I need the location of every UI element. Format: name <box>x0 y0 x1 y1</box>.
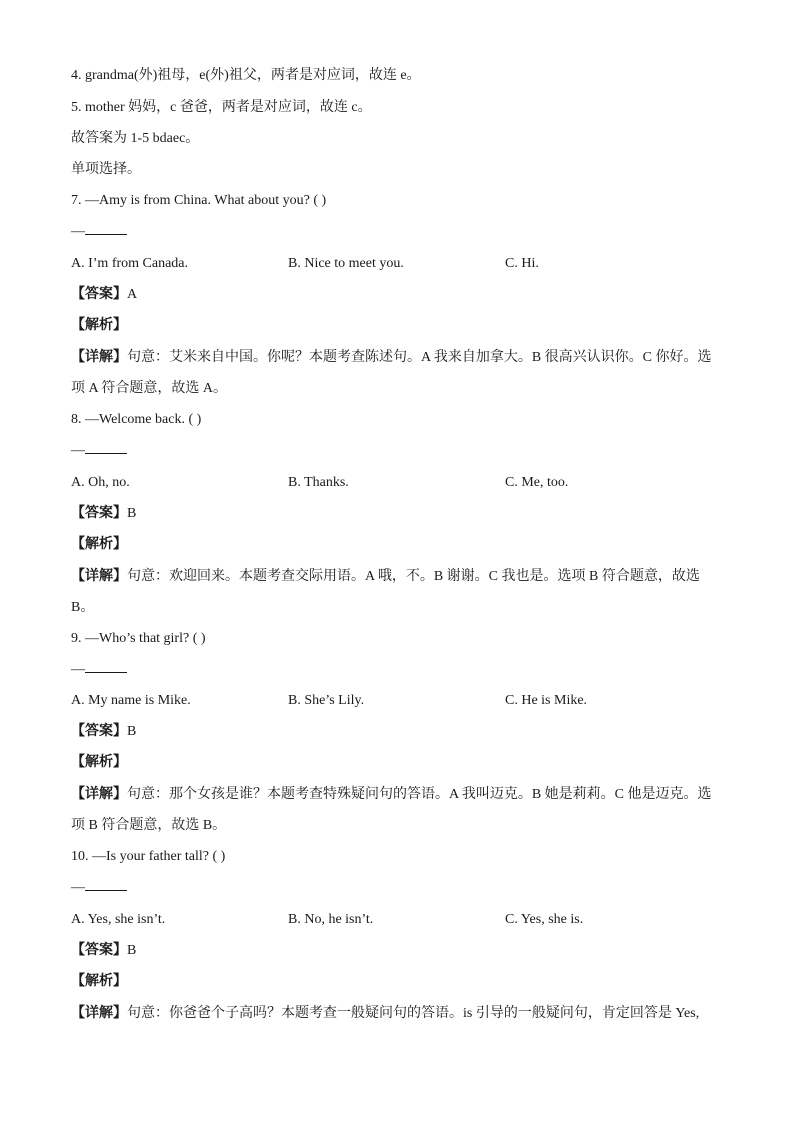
answer-blank-line <box>71 222 127 242</box>
answer-value: B <box>127 943 137 958</box>
text-line: 5. mother 妈妈，c 爸爸，两者是对应词，故连 c。 <box>71 100 372 115</box>
detail-text: 句意：那个女孩是谁？本题考查特殊疑问句的答语。A 我叫迈克。B 她是莉莉。C 他是迈克。选项 B 符合题意，故选 B。 <box>71 787 712 833</box>
option-b: B. Nice to meet you. <box>288 256 404 271</box>
option-b: B. No, he isn’t. <box>288 912 374 927</box>
answer-label: 【答案】 <box>71 287 127 302</box>
answer-blank-line <box>71 441 127 461</box>
detail-paragraph <box>71 561 721 623</box>
detail-paragraph <box>71 998 721 1029</box>
option-c: C. Hi. <box>505 256 539 271</box>
option-c: C. He is Mike. <box>505 693 588 708</box>
dash-mark: — <box>71 224 85 239</box>
detail-label: 【详解】 <box>71 1006 127 1021</box>
answer-value: B <box>127 724 137 739</box>
detail-label: 【详解】 <box>71 787 127 802</box>
dash-mark: — <box>71 443 85 458</box>
option-c: C. Yes, she is. <box>505 912 584 927</box>
answer-line <box>71 722 136 742</box>
option-c: C. Me, too. <box>505 475 569 490</box>
answer-blank <box>85 662 127 673</box>
answer-blank <box>85 443 127 454</box>
answer-blank-line <box>71 878 127 898</box>
answer-label: 【答案】 <box>71 724 127 739</box>
detail-paragraph <box>71 779 721 841</box>
option-b: B. Thanks. <box>288 475 349 490</box>
analysis-label: 【解析】 <box>71 537 127 552</box>
option-b: B. She’s Lily. <box>288 693 365 708</box>
answer-blank <box>85 224 127 235</box>
detail-text: 句意：你爸爸个子高吗？本题考查一般疑问句的答语。is 引导的一般疑问句，肯定回答是 Yes, <box>127 1006 700 1021</box>
answer-blank <box>85 880 127 891</box>
question-stem: 8. —Welcome back. ( ) <box>71 412 202 427</box>
answer-label: 【答案】 <box>71 506 127 521</box>
answer-label: 【答案】 <box>71 943 127 958</box>
text-line: 4. grandma(外)祖母，e(外)祖父，两者是对应词，故连 e。 <box>71 68 421 83</box>
analysis-label: 【解析】 <box>71 755 127 770</box>
option-a: A. Oh, no. <box>71 475 130 490</box>
analysis-label: 【解析】 <box>71 318 127 333</box>
dash-mark: — <box>71 880 85 895</box>
detail-label: 【详解】 <box>71 569 127 584</box>
answer-blank-line <box>71 660 127 680</box>
analysis-label: 【解析】 <box>71 974 127 989</box>
answer-value: A <box>127 287 138 302</box>
detail-text: 句意：欢迎回来。本题考查交际用语。A 哦，不。B 谢谢。C 我也是。选项 B 符合题意，故选 B。 <box>71 569 700 615</box>
option-a: A. Yes, she isn’t. <box>71 912 166 927</box>
question-stem: 10. —Is your father tall? ( ) <box>71 849 226 864</box>
option-a: A. I’m from Canada. <box>71 256 189 271</box>
dash-mark: — <box>71 662 85 677</box>
answer-value: B <box>127 506 137 521</box>
answer-line <box>71 941 136 961</box>
answer-line <box>71 504 136 524</box>
detail-text: 句意：艾米来自中国。你呢？本题考查陈述句。A 我来自加拿大。B 很高兴认识你。C 你好。选项 A 符合题意，故选 A。 <box>71 350 712 396</box>
detail-label: 【详解】 <box>71 350 127 365</box>
question-stem: 9. —Who’s that girl? ( ) <box>71 631 206 646</box>
option-a: A. My name is Mike. <box>71 693 191 708</box>
answer-line <box>71 285 137 305</box>
detail-paragraph <box>71 342 721 404</box>
text-line: 故答案为 1-5 bdaec。 <box>71 131 200 146</box>
section-heading: 单项选择。 <box>71 162 141 177</box>
question-stem: 7. —Amy is from China. What about you? ( ) <box>71 193 327 208</box>
